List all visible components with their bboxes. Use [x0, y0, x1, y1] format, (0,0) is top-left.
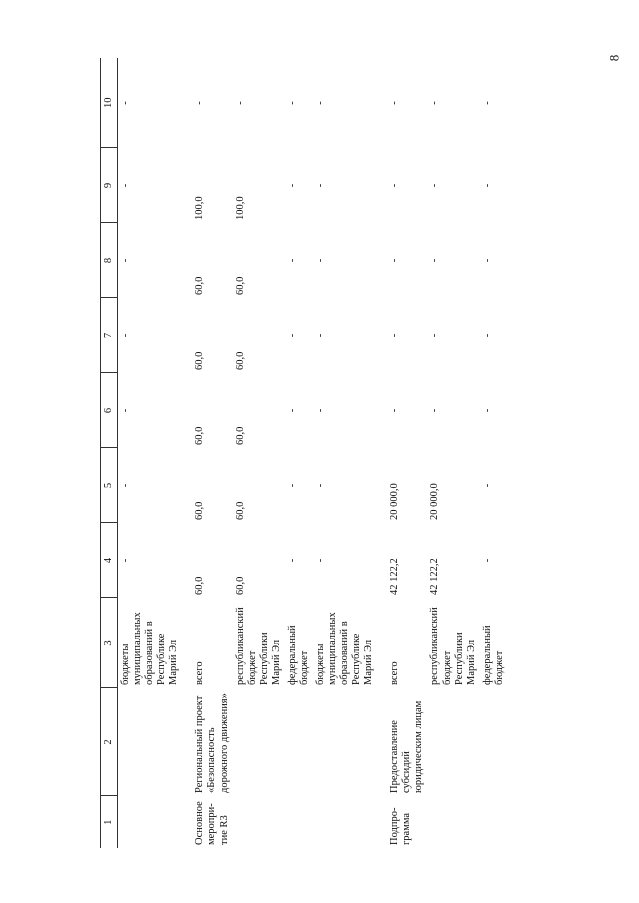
- header-cell: 9: [101, 148, 118, 223]
- table-row: [118, 58, 183, 848]
- table-cell-col3: федеральный бюджет: [481, 625, 505, 685]
- table-cell-col5: 20 000,0: [389, 483, 401, 520]
- table-cell-col6: 60,0: [194, 426, 206, 445]
- table-cell-col5: 60,0: [234, 501, 246, 520]
- table-cell-col1: [427, 796, 479, 848]
- table-cell-col6: -: [314, 408, 326, 413]
- table-cell-col4: 42 122,2: [429, 558, 441, 595]
- table-row: [285, 58, 313, 848]
- table-cell-col5: 20 000,0: [429, 483, 441, 520]
- table-row: [480, 58, 508, 848]
- table-cell-col2: [285, 688, 313, 796]
- table-cell-col7: -: [389, 333, 401, 338]
- table-cell-col6: -: [389, 408, 401, 413]
- table-cell-col3: федеральный бюджет: [286, 625, 310, 685]
- table-cell-col3: республиканский бюджет Республики Марий Эл: [429, 607, 477, 685]
- table-cell-col8: 60,0: [194, 276, 206, 295]
- table-cell-col7: 60,0: [234, 351, 246, 370]
- table-cell-col5: -: [286, 483, 298, 488]
- table-cell-col5: 60,0: [194, 501, 206, 520]
- table-cell-col1: Подпро- грамма: [389, 807, 413, 845]
- table-cell-col4: 42 122,2: [389, 558, 401, 595]
- table-cell-col9: -: [429, 183, 441, 188]
- header-row: [101, 58, 118, 848]
- table-cell-col8: -: [481, 258, 493, 263]
- table-row: [313, 58, 377, 848]
- table-cell-col4: -: [286, 558, 298, 563]
- table-cell-col3: республиканский бюджет Республики Марий Эл: [234, 607, 282, 685]
- table-cell-col3: всего: [389, 661, 401, 685]
- rotated-table-container: [100, 58, 620, 848]
- table-cell-col8: 60,0: [234, 276, 246, 295]
- table-cell-col9: -: [286, 183, 298, 188]
- table-body: [118, 58, 508, 848]
- header-cell: 3: [101, 598, 118, 688]
- table-cell-col9: -: [120, 183, 132, 188]
- table-cell-col8: -: [314, 258, 326, 263]
- row-spacer: [182, 58, 192, 848]
- table-cell-col9: -: [389, 183, 401, 188]
- header-cell: 8: [101, 223, 118, 298]
- table-cell-col10: -: [234, 101, 246, 105]
- table-cell-col5: -: [120, 483, 132, 488]
- table-cell-col6: -: [120, 408, 132, 413]
- header-cell: 1: [101, 796, 118, 848]
- header-cell: 2: [101, 688, 118, 796]
- header-cell: 7: [101, 298, 118, 373]
- table-cell-col1: Основное меропри- тие R3: [194, 801, 230, 845]
- table-cell-col1: [313, 796, 377, 848]
- header-cell: 5: [101, 448, 118, 523]
- table-cell-col2: [427, 688, 479, 796]
- table-cell-col8: -: [286, 258, 298, 263]
- table-cell-col9: -: [314, 183, 326, 188]
- table-cell-col6: -: [429, 408, 441, 413]
- table-cell-col4: 60,0: [234, 576, 246, 595]
- table-cell-col2: [118, 688, 183, 796]
- table-cell-col3: бюджеты муниципальных образований в Республике Марий Эл: [314, 612, 375, 685]
- table-cell-col7: -: [286, 333, 298, 338]
- table-cell-col7: -: [429, 333, 441, 338]
- table-cell-col7: -: [314, 333, 326, 338]
- table-cell-col7: 60,0: [194, 351, 206, 370]
- table-cell-col5: -: [481, 483, 493, 488]
- table-cell-col2: Региональный проект «Безопасность дорожного движения»: [194, 693, 230, 793]
- table-cell-col10: -: [389, 101, 401, 105]
- table-cell-col4: -: [120, 558, 132, 563]
- budget-table: [100, 58, 508, 848]
- table-cell-col10: -: [194, 101, 206, 105]
- table-cell-col5: -: [314, 483, 326, 488]
- spacer-cell: [182, 58, 192, 848]
- table-row: [427, 58, 479, 848]
- table-cell-col1: [233, 796, 285, 848]
- table-cell-col7: -: [120, 333, 132, 338]
- table-cell-col6: -: [481, 408, 493, 413]
- table-cell-col9: -: [481, 183, 493, 188]
- table-row: [233, 58, 285, 848]
- table-cell-col3: бюджеты муниципальных образований в Республике Марий Эл: [120, 612, 180, 685]
- table-cell-col7: -: [481, 333, 493, 338]
- table-cell-col2: [233, 688, 285, 796]
- header-cell: 6: [101, 373, 118, 448]
- table-cell-col8: -: [120, 258, 132, 263]
- table-cell-col1: [285, 796, 313, 848]
- table-cell-col10: -: [481, 101, 493, 105]
- table-cell-col6: -: [286, 408, 298, 413]
- table-cell-col8: -: [389, 258, 401, 263]
- table-cell-col10: -: [286, 101, 298, 105]
- page-number: 8: [605, 54, 621, 62]
- table-cell-col2: Предоставление субсидий юридическим лицам: [389, 700, 425, 793]
- spacer-cell: [377, 58, 387, 848]
- table-cell-col4: -: [314, 558, 326, 563]
- table-cell-col10: -: [120, 101, 132, 105]
- header-cell: 4: [101, 523, 118, 598]
- table-cell-col4: -: [481, 558, 493, 563]
- table-cell-col3: всего: [194, 661, 206, 685]
- table-cell-col1: [118, 796, 183, 848]
- header-cell: 10: [101, 58, 118, 148]
- table-cell-col4: 60,0: [194, 576, 206, 595]
- table-cell-col10: -: [314, 101, 326, 105]
- table-cell-col10: -: [429, 101, 441, 105]
- table-cell-col6: 60,0: [234, 426, 246, 445]
- table-cell-col2: [313, 688, 377, 796]
- table-cell-col9: 100,0: [234, 196, 246, 220]
- row-spacer: [377, 58, 387, 848]
- table-cell-col9: 100,0: [194, 196, 206, 220]
- table-cell-col2: [480, 688, 508, 796]
- table-cell-col8: -: [429, 258, 441, 263]
- table-row: [192, 58, 232, 848]
- table-row: [387, 58, 427, 848]
- table-cell-col1: [480, 796, 508, 848]
